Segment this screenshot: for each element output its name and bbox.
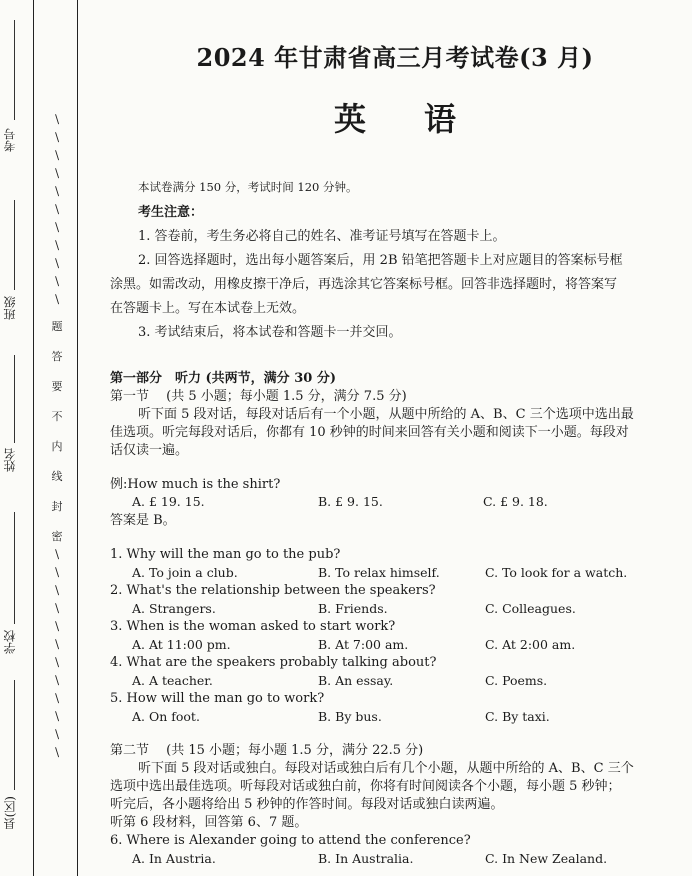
part1-heading: 第一部分 听力 (共两节，满分 30 分) bbox=[110, 371, 336, 386]
notice-1: 1. 答卷前，考生务必将自己的姓名、准考证号填写在答题卡上。 bbox=[138, 229, 506, 244]
q4-option-b: B. An essay. bbox=[318, 673, 394, 688]
q5-option-b: B. By bus. bbox=[318, 709, 382, 724]
section2-instruction-3: 听完后，各小题将给出 5 秒钟的作答时间。每段对话或独白读两遍。 bbox=[110, 797, 504, 812]
field-label-name: 姓名 bbox=[3, 448, 17, 472]
seal-char: 要 bbox=[51, 380, 63, 393]
notice-3: 3. 考试结束后，将本试卷和答题卡一并交回。 bbox=[138, 325, 402, 340]
field-line-exam-number bbox=[14, 20, 16, 120]
seal-char: 线 bbox=[51, 470, 63, 483]
exam-info: 本试卷满分 150 分，考试时间 120 分钟。 bbox=[138, 180, 358, 194]
field-label-county: 县(区) bbox=[3, 796, 17, 830]
margin-rule-inner bbox=[77, 0, 78, 876]
field-label-exam-number: 考号 bbox=[3, 128, 17, 152]
q5-option-a: A. On foot. bbox=[132, 709, 200, 724]
q2-option-a: A. Strangers. bbox=[132, 601, 216, 616]
seal-char: 封 bbox=[51, 500, 63, 513]
notice-2-line-3: 在答题卡上。写在本试卷上无效。 bbox=[110, 301, 306, 316]
q4-option-a: A. A teacher. bbox=[132, 673, 213, 688]
section1-instruction-2: 佳选项。听完每段对话后，你都有 10 秒钟的时间来回答有关小题和阅读下一小题。每段对 bbox=[110, 425, 629, 440]
example-answer: 答案是 B。 bbox=[110, 513, 176, 528]
q6-option-a: A. In Austria. bbox=[132, 851, 216, 866]
q2-option-c: C. Colleagues. bbox=[485, 601, 576, 616]
exam-title: 2024 年甘肃省高三月考试卷(3 月) bbox=[196, 43, 594, 72]
material-6-heading: 听第 6 段材料，回答第 6、7 题。 bbox=[110, 815, 308, 830]
section2-heading: 第二节 (共 15 小题；每小题 1.5 分，满分 22.5 分) bbox=[110, 743, 424, 758]
example-option-a: A. £ 19. 15. bbox=[132, 494, 205, 509]
q1-option-b: B. To relax himself. bbox=[318, 565, 440, 580]
notice-2-line-2: 涂黑。如需改动，用橡皮擦干净后，再选涂其它答案标号框。回答非选择题时，将答案写 bbox=[110, 277, 618, 292]
q3-option-c: C. At 2:00 am. bbox=[485, 637, 576, 652]
margin-rule-outer bbox=[33, 0, 34, 876]
question-4: 4. What are the speakers probably talking about? bbox=[110, 655, 437, 670]
q6-option-c: C. In New Zealand. bbox=[485, 851, 608, 866]
q3-option-b: B. At 7:00 am. bbox=[318, 637, 409, 652]
example-question: 例:How much is the shirt? bbox=[110, 477, 281, 492]
notice-2-line-1: 2. 回答选择题时，选出每小题答案后，用 2B 铅笔把答题卡上对应题目的答案标号框 bbox=[138, 253, 623, 268]
q6-option-b: B. In Australia. bbox=[318, 851, 414, 866]
example-option-c: C. £ 9. 18. bbox=[483, 494, 548, 509]
q1-option-a: A. To join a club. bbox=[132, 565, 238, 580]
seal-char: 答 bbox=[51, 350, 63, 363]
binding-margin bbox=[0, 0, 100, 876]
field-label-class: 班级 bbox=[3, 296, 17, 320]
question-3: 3. When is the woman asked to start work? bbox=[110, 619, 396, 634]
q3-option-a: A. At 11:00 pm. bbox=[132, 637, 231, 652]
section2-instruction-1: 听下面 5 段对话或独白。每段对话或独白后有几个小题，从题中所给的 A、B、C 三个 bbox=[138, 761, 634, 776]
field-line-class bbox=[14, 200, 16, 290]
field-line-county bbox=[14, 680, 16, 790]
question-2: 2. What's the relationship between the speakers? bbox=[110, 583, 436, 598]
seal-slashes-bottom: / / / / / / / / / / / / bbox=[51, 547, 63, 759]
section2-instruction-2: 选项中选出最佳选项。听每段对话或独白前，你将有时间阅读各个小题，每小题 5 秒钟； bbox=[110, 779, 621, 794]
field-line-name bbox=[14, 355, 16, 443]
field-line-school bbox=[14, 512, 16, 624]
seal-slashes-top: / / / / / / / / / / / bbox=[51, 112, 63, 306]
seal-char: 不 bbox=[51, 410, 63, 423]
section1-instruction-3: 话仅读一遍。 bbox=[110, 443, 189, 458]
section1-instruction-1: 听下面 5 段对话，每段对话后有一个小题，从题中所给的 A、B、C 三个选项中选出最 bbox=[138, 407, 634, 422]
seal-char: 题 bbox=[51, 320, 63, 333]
q5-option-c: C. By taxi. bbox=[485, 709, 550, 724]
example-option-b: B. £ 9. 15. bbox=[318, 494, 383, 509]
question-1: 1. Why will the man go to the pub? bbox=[110, 547, 341, 562]
seal-char: 密 bbox=[51, 530, 63, 543]
question-6: 6. Where is Alexander going to attend the conference? bbox=[110, 833, 471, 848]
notice-title: 考生注意： bbox=[138, 205, 204, 220]
field-label-school: 学校 bbox=[3, 630, 17, 654]
section1-heading: 第一节 (共 5 小题；每小题 1.5 分，满分 7.5 分) bbox=[110, 389, 407, 404]
question-5: 5. How will the man go to work? bbox=[110, 691, 325, 706]
subject-title: 英语 bbox=[333, 100, 514, 138]
seal-warning bbox=[47, 318, 67, 546]
seal-char: 内 bbox=[51, 440, 63, 453]
q4-option-c: C. Poems. bbox=[485, 673, 548, 688]
q2-option-b: B. Friends. bbox=[318, 601, 388, 616]
q1-option-c: C. To look for a watch. bbox=[485, 565, 628, 580]
